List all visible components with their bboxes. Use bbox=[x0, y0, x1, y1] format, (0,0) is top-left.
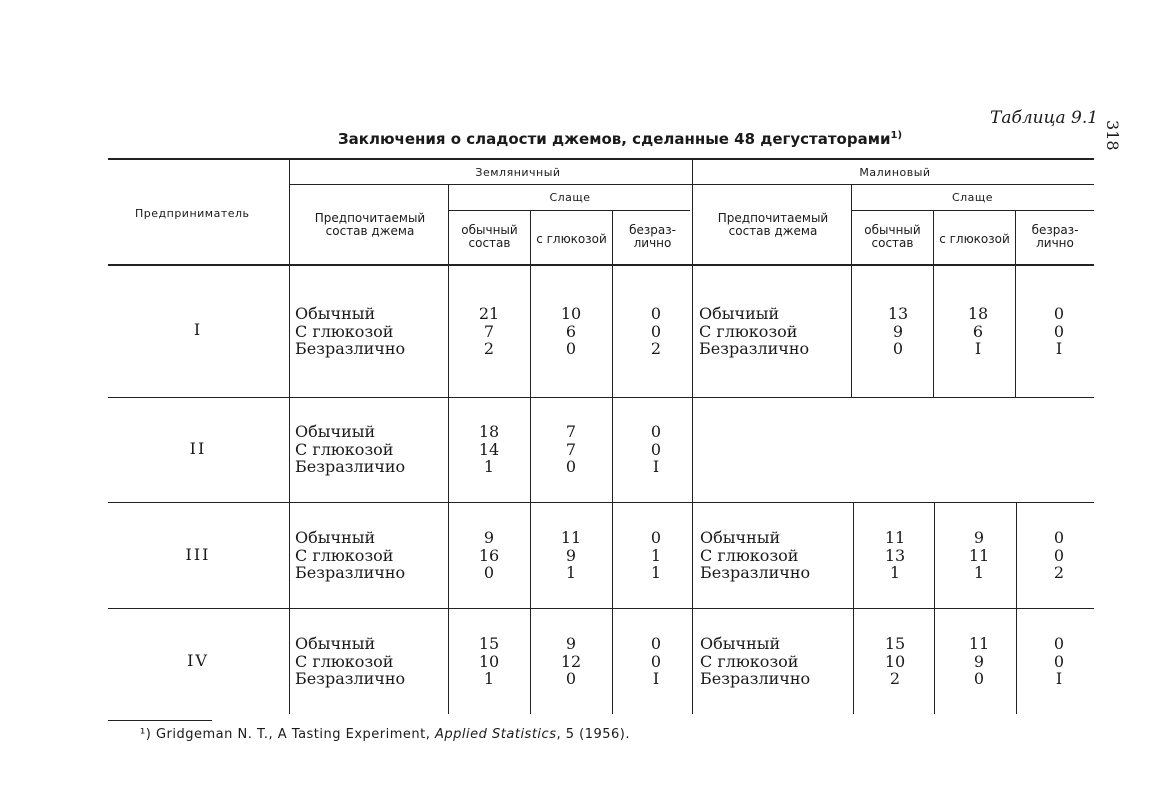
value-cell: 11 bbox=[968, 634, 990, 653]
values-glucose bbox=[954, 635, 1004, 688]
category-list bbox=[699, 305, 809, 358]
row-divider-3 bbox=[108, 608, 1094, 609]
table-title-text: Заключения о сладости джемов, сделанные 48 дегустаторами bbox=[338, 130, 891, 148]
category-list bbox=[700, 635, 810, 688]
col-rule-4 bbox=[612, 210, 613, 714]
value-cell: 1 bbox=[889, 563, 901, 582]
header-preferred-strawberry bbox=[296, 212, 444, 238]
category-regular: Обычиый bbox=[295, 422, 376, 441]
values-indifferent bbox=[631, 423, 681, 476]
values-indifferent bbox=[1034, 635, 1084, 688]
values-regular bbox=[464, 423, 514, 476]
value-cell: 0 bbox=[650, 634, 662, 653]
header-entrepreneur: Предприниматель bbox=[135, 207, 250, 220]
footnote-journal: Applied Statistics bbox=[435, 727, 557, 742]
value-cell: 9 bbox=[973, 651, 985, 671]
header-col-indiff-line1: безраз- bbox=[1031, 223, 1079, 237]
title-footnote-mark: 1) bbox=[890, 130, 903, 141]
page-number-text: 318 bbox=[1103, 120, 1122, 151]
header-col-regular-strawberry bbox=[449, 224, 530, 250]
header-col-indiff-line1: безраз- bbox=[629, 223, 676, 237]
value-cell: 1 bbox=[973, 563, 985, 582]
category-indifferent: Безразлично bbox=[700, 669, 811, 688]
header-preferred-line1: Предпочитаемый bbox=[717, 211, 829, 225]
value-cell: 14 bbox=[478, 439, 500, 459]
header-preferred-line2: состав джема bbox=[325, 224, 415, 238]
value-cell: 18 bbox=[478, 422, 500, 441]
values-regular bbox=[873, 305, 923, 358]
value-cell: 13 bbox=[884, 545, 906, 565]
value-cell: 0 bbox=[1053, 651, 1065, 671]
category-regular: Обычный bbox=[295, 634, 376, 653]
value-cell: 0 bbox=[1053, 545, 1065, 565]
value-cell: 21 bbox=[478, 304, 500, 323]
value-cell: 0 bbox=[650, 422, 662, 441]
values-glucose bbox=[953, 305, 1003, 358]
value-cell: I bbox=[1055, 339, 1063, 358]
value-cell: 2 bbox=[1053, 563, 1065, 582]
value-cell: 0 bbox=[1053, 528, 1065, 547]
values-regular bbox=[870, 635, 920, 688]
value-cell: 1 bbox=[650, 545, 662, 565]
value-cell: 10 bbox=[884, 651, 906, 671]
row-label: II bbox=[189, 439, 207, 458]
category-regular: Обычиый bbox=[699, 304, 780, 323]
values-regular bbox=[464, 635, 514, 688]
category-indifferent: Безразлично bbox=[699, 339, 810, 358]
values-glucose bbox=[546, 423, 596, 476]
value-cell: 18 bbox=[967, 304, 989, 323]
value-cell: 9 bbox=[565, 634, 577, 653]
value-cell: I bbox=[1055, 669, 1063, 688]
category-glucose: С глюкозой bbox=[700, 545, 799, 565]
category-glucose: С глюкозой bbox=[699, 321, 798, 341]
value-cell: 11 bbox=[884, 528, 906, 547]
value-cell: 0 bbox=[892, 339, 904, 358]
value-cell: 0 bbox=[650, 439, 662, 459]
value-cell: 0 bbox=[650, 528, 662, 547]
col-rule-2 bbox=[448, 184, 449, 714]
sweeter-rule-raspberry bbox=[851, 210, 1094, 211]
value-cell: 9 bbox=[565, 545, 577, 565]
row-divider-1 bbox=[108, 397, 1094, 398]
values-indifferent bbox=[631, 305, 681, 358]
value-cell: 9 bbox=[892, 321, 904, 341]
value-cell: I bbox=[974, 339, 982, 358]
value-cell: 6 bbox=[565, 321, 577, 341]
values-regular bbox=[464, 305, 514, 358]
sweeter-rule-strawberry bbox=[448, 210, 690, 211]
col-rule-7b bbox=[934, 502, 935, 714]
header-strawberry: Земляничный bbox=[475, 166, 561, 179]
category-list bbox=[295, 529, 405, 582]
value-cell: 15 bbox=[884, 634, 906, 653]
col-rule-8b bbox=[1016, 502, 1017, 714]
value-cell: 1 bbox=[565, 563, 577, 582]
category-regular: Обычный bbox=[700, 634, 781, 653]
value-cell: 0 bbox=[565, 457, 577, 476]
page-number bbox=[1103, 120, 1122, 151]
value-cell: 7 bbox=[565, 439, 577, 459]
value-cell: 0 bbox=[1053, 304, 1065, 323]
category-regular: Обычный bbox=[295, 304, 376, 323]
category-list bbox=[295, 423, 405, 476]
value-cell: 15 bbox=[478, 634, 500, 653]
category-indifferent: Безразлично bbox=[295, 339, 406, 358]
row-divider-2 bbox=[108, 502, 1094, 503]
footnote-mark: ¹) bbox=[140, 727, 152, 742]
value-cell: 0 bbox=[483, 563, 495, 582]
header-preferred-line2: состав джема bbox=[728, 224, 818, 238]
col-rule-6b bbox=[853, 502, 854, 714]
value-cell: 12 bbox=[560, 651, 582, 671]
value-cell: I bbox=[652, 669, 660, 688]
col-rule-3 bbox=[530, 210, 531, 714]
category-indifferent: Безразлично bbox=[700, 563, 811, 582]
header-col-regular-line2: состав bbox=[468, 236, 511, 250]
category-list bbox=[700, 529, 810, 582]
value-cell: 9 bbox=[483, 528, 495, 547]
footnote-rest: , 5 (1956). bbox=[556, 727, 630, 742]
category-regular: Обычный bbox=[700, 528, 781, 547]
value-cell: 0 bbox=[650, 304, 662, 323]
values-glucose bbox=[546, 529, 596, 582]
values-regular bbox=[870, 529, 920, 582]
value-cell: 7 bbox=[483, 321, 495, 341]
table-label: Таблица 9.1 bbox=[990, 108, 1099, 128]
value-cell: 10 bbox=[478, 651, 500, 671]
values-indifferent bbox=[1034, 305, 1084, 358]
value-cell: 2 bbox=[483, 339, 495, 358]
value-cell: 11 bbox=[560, 528, 582, 547]
category-indifferent: Безразличио bbox=[295, 457, 406, 476]
value-cell: 1 bbox=[483, 669, 495, 688]
value-cell: 2 bbox=[650, 339, 662, 358]
header-col-regular-raspberry bbox=[852, 224, 933, 250]
value-cell: 0 bbox=[565, 339, 577, 358]
value-cell: 13 bbox=[887, 304, 909, 323]
value-cell: 2 bbox=[889, 669, 901, 688]
header-preferred-line1: Предпочитаемый bbox=[314, 211, 426, 225]
col-rule-1 bbox=[289, 158, 290, 714]
footnote bbox=[140, 727, 630, 742]
values-glucose bbox=[954, 529, 1004, 582]
value-cell: 1 bbox=[483, 457, 495, 476]
header-col-glucose-raspberry: с глюкозой bbox=[939, 232, 1010, 246]
category-glucose: С глюкозой bbox=[295, 321, 394, 341]
values-indifferent bbox=[1034, 529, 1084, 582]
col-rule-6a bbox=[851, 184, 852, 397]
header-bottom-rule bbox=[108, 264, 1094, 266]
category-indifferent: Безразлично bbox=[295, 563, 406, 582]
value-cell: 16 bbox=[478, 545, 500, 565]
value-cell: 0 bbox=[650, 321, 662, 341]
values-indifferent bbox=[631, 529, 681, 582]
value-cell: 0 bbox=[973, 669, 985, 688]
values-regular bbox=[464, 529, 514, 582]
value-cell: 11 bbox=[968, 545, 990, 565]
value-cell: 7 bbox=[565, 422, 577, 441]
table-top-rule bbox=[108, 158, 1094, 160]
header-col-glucose-strawberry: с глюкозой bbox=[536, 232, 607, 246]
header-preferred-raspberry bbox=[698, 212, 848, 238]
header-col-indiff-line2: лично bbox=[633, 236, 672, 250]
value-cell: 6 bbox=[972, 321, 984, 341]
header-col-regular-line1: обычный bbox=[461, 223, 518, 237]
table-title bbox=[338, 130, 902, 148]
header-col-indiff-raspberry bbox=[1016, 224, 1094, 250]
header-sweeter-raspberry: Слаще bbox=[951, 191, 994, 204]
values-glucose bbox=[546, 305, 596, 358]
category-glucose: С глюкозой bbox=[295, 439, 394, 459]
row-label: I bbox=[193, 320, 203, 339]
category-regular: Обычный bbox=[295, 528, 376, 547]
header-sweeter-strawberry: Слаще bbox=[549, 191, 591, 204]
row-label: III bbox=[185, 545, 211, 564]
footnote-rule bbox=[108, 720, 212, 721]
value-cell: 0 bbox=[1053, 321, 1065, 341]
category-glucose: С глюкозой bbox=[295, 651, 394, 671]
footnote-text: Gridgeman N. T., A Tasting Experiment, bbox=[155, 727, 431, 742]
category-list bbox=[295, 305, 405, 358]
col-rule-5 bbox=[692, 158, 693, 714]
value-cell: 0 bbox=[650, 651, 662, 671]
category-indifferent: Безразлично bbox=[295, 669, 406, 688]
value-cell: 1 bbox=[650, 563, 662, 582]
value-cell: 0 bbox=[1053, 634, 1065, 653]
category-glucose: С глюкозой bbox=[700, 651, 799, 671]
header-col-indiff-strawberry bbox=[613, 224, 692, 250]
values-glucose bbox=[546, 635, 596, 688]
value-cell: I bbox=[652, 457, 660, 476]
value-cell: 10 bbox=[560, 304, 582, 323]
header-col-regular-line2: состав bbox=[871, 236, 914, 250]
values-indifferent bbox=[631, 635, 681, 688]
header-col-indiff-line2: лично bbox=[1036, 236, 1074, 250]
category-glucose: С глюкозой bbox=[295, 545, 394, 565]
value-cell: 9 bbox=[973, 528, 985, 547]
row-label: IV bbox=[187, 651, 209, 670]
header-raspberry: Малиновый bbox=[859, 166, 931, 179]
header-col-regular-line1: обычный bbox=[864, 223, 921, 237]
value-cell: 0 bbox=[565, 669, 577, 688]
category-list bbox=[295, 635, 405, 688]
